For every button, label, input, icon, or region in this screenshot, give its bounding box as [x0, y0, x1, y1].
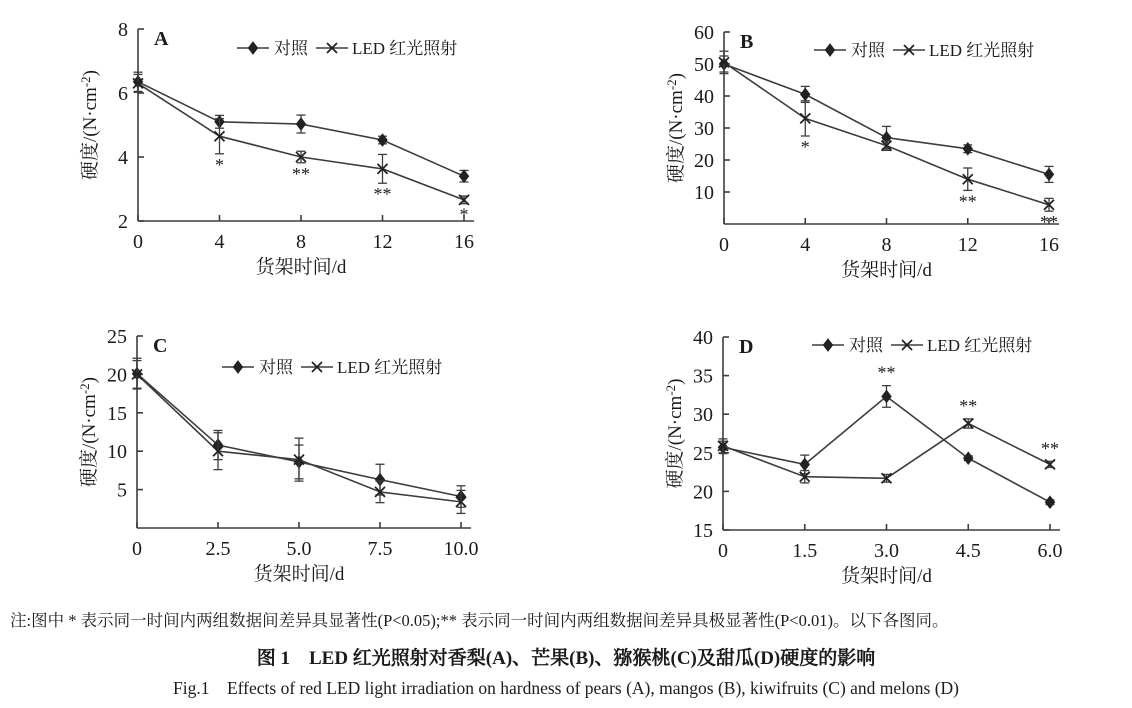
significance-label: ** [877, 362, 896, 383]
significance-label: ** [292, 163, 310, 184]
significance-label: * [800, 137, 810, 157]
svg-text:15: 15 [107, 402, 127, 425]
panel-letter: C [153, 335, 168, 357]
series-led [133, 74, 469, 204]
error-bars [133, 358, 466, 507]
significance-label: * [459, 204, 469, 225]
error-bars [719, 419, 1055, 483]
svg-text:1.5: 1.5 [792, 540, 818, 562]
chart-panel-A [0, 0, 566, 305]
svg-text:3.0: 3.0 [874, 540, 899, 562]
series-line [723, 396, 1050, 502]
legend-control-label: 对照 [259, 358, 293, 377]
caption-block [0, 610, 1132, 700]
chart-panel-C [0, 305, 566, 600]
x-axis-label: 货架时间/d [253, 564, 345, 585]
legend-control-label: 对照 [851, 41, 885, 60]
svg-text:12: 12 [957, 234, 978, 256]
svg-text:2.5: 2.5 [205, 538, 231, 560]
legend [237, 39, 457, 58]
svg-text:0: 0 [133, 231, 143, 253]
svg-text:5.0: 5.0 [286, 538, 312, 560]
legend [814, 41, 1034, 60]
diamond-marker [248, 42, 257, 54]
diamond-marker [801, 88, 810, 100]
legend [812, 336, 1032, 355]
svg-text:4: 4 [118, 147, 128, 169]
series-line [724, 64, 1049, 174]
axes [724, 32, 1059, 224]
y-axis-label: 硬度$/(N\cdot cm^{-2})$ [78, 69, 101, 181]
x-axis-label: 货架时间/d [841, 566, 932, 587]
legend-control-label: 对照 [274, 39, 308, 58]
x-axis-label: 货架时间/d [255, 257, 347, 278]
diamond-marker [1044, 168, 1053, 180]
series-control [719, 56, 1053, 182]
legend-led-label: LED 红光照射 [927, 336, 1033, 355]
chart-D-melons [566, 305, 1132, 595]
svg-text:8: 8 [881, 234, 892, 256]
diamond-marker [823, 339, 832, 351]
series-control [132, 358, 465, 507]
svg-text:4.5: 4.5 [955, 540, 981, 562]
svg-text:10.0: 10.0 [443, 538, 479, 560]
svg-text:4: 4 [214, 231, 225, 253]
y-axis-label: 硬度$/(N\cdot cm^{-2})$ [664, 72, 687, 184]
diamond-marker [1045, 496, 1054, 508]
error-bars [133, 361, 466, 514]
diamond-marker [825, 44, 834, 56]
svg-text:0: 0 [132, 538, 142, 560]
significance-label: ** [959, 395, 978, 416]
svg-text:12: 12 [372, 231, 393, 253]
x-axis-label: 货架时间/d [841, 260, 932, 281]
error-bars [720, 56, 1054, 182]
panel-letter: B [740, 31, 754, 53]
y-axis-label: 硬度$/(N\cdot cm^{-2})$ [77, 376, 100, 488]
legend-control-label: 对照 [849, 336, 883, 355]
panel-letter: D [739, 336, 754, 358]
diamond-marker [233, 361, 242, 373]
svg-text:2: 2 [118, 211, 128, 233]
panel-letter: A [154, 28, 169, 50]
series-line [723, 423, 1050, 478]
chart-panel-B [566, 0, 1132, 305]
y-axis-label: 硬度$/(N\cdot cm^{-2})$ [663, 378, 686, 489]
legend-led-label: LED 红光照射 [929, 41, 1035, 60]
svg-text:50: 50 [694, 54, 714, 76]
svg-text:4: 4 [800, 234, 811, 256]
svg-text:30: 30 [694, 118, 714, 140]
svg-text:30: 30 [693, 404, 713, 427]
svg-text:0: 0 [719, 234, 729, 256]
series-led [718, 418, 1055, 483]
svg-text:6.0: 6.0 [1037, 540, 1063, 562]
svg-text:20: 20 [694, 150, 714, 172]
svg-text:8: 8 [118, 19, 128, 41]
svg-text:8: 8 [296, 231, 306, 253]
svg-text:6: 6 [118, 83, 128, 105]
svg-text:40: 40 [693, 327, 713, 349]
legend [222, 358, 442, 377]
chart-panel-D [566, 305, 1132, 600]
significance-label: * [215, 154, 224, 175]
significance-label: ** [373, 184, 392, 205]
significance-note: 注:图中 * 表示同一时间内两组数据间差异具显著性(P<0.05);** 表示同一时间内两组数据间差异具极显著性(P<0.01)。以下各图同。 [10, 611, 949, 630]
diamond-marker [800, 458, 809, 470]
figure-title-cn: 图 1 LED 红光照射对香梨(A)、芒果(B)、猕猴桃(C)及甜瓜(D)硬度的影响 [256, 648, 876, 670]
legend-led-label: LED 红光照射 [337, 358, 443, 377]
svg-text:5: 5 [117, 479, 127, 502]
svg-text:10: 10 [107, 441, 127, 464]
svg-text:15: 15 [693, 520, 713, 542]
legend-led-label: LED 红光照射 [352, 39, 458, 58]
chart-B-mangos [566, 0, 1132, 300]
significance-label: ** [1041, 438, 1059, 459]
svg-text:7.5: 7.5 [367, 538, 393, 560]
error-bars [134, 74, 469, 203]
diamond-marker [882, 390, 891, 402]
svg-text:25: 25 [693, 442, 713, 465]
svg-text:0: 0 [718, 540, 728, 562]
series-led [132, 361, 466, 514]
svg-text:20: 20 [107, 364, 127, 387]
svg-text:20: 20 [693, 481, 713, 504]
svg-text:35: 35 [693, 365, 713, 388]
series-control [718, 386, 1054, 509]
svg-text:60: 60 [694, 22, 714, 44]
error-bars [719, 386, 1055, 505]
diamond-marker [459, 170, 468, 182]
diamond-marker [296, 118, 305, 130]
svg-text:16: 16 [1039, 234, 1059, 256]
svg-text:16: 16 [454, 231, 474, 253]
diamond-marker [964, 452, 973, 464]
chart-C-kiwifruits [0, 305, 566, 595]
chart-A-pears [0, 0, 566, 300]
svg-text:25: 25 [107, 326, 127, 348]
significance-label: ** [1040, 212, 1058, 233]
svg-text:10: 10 [694, 182, 714, 204]
figure-title-en: Fig.1 Effects of red LED light irradiation on hardness of pears (A), mangos (B), kiwifruits (C) and melons (D) [172, 678, 960, 699]
svg-text:40: 40 [694, 86, 714, 108]
significance-label: ** [958, 191, 977, 212]
